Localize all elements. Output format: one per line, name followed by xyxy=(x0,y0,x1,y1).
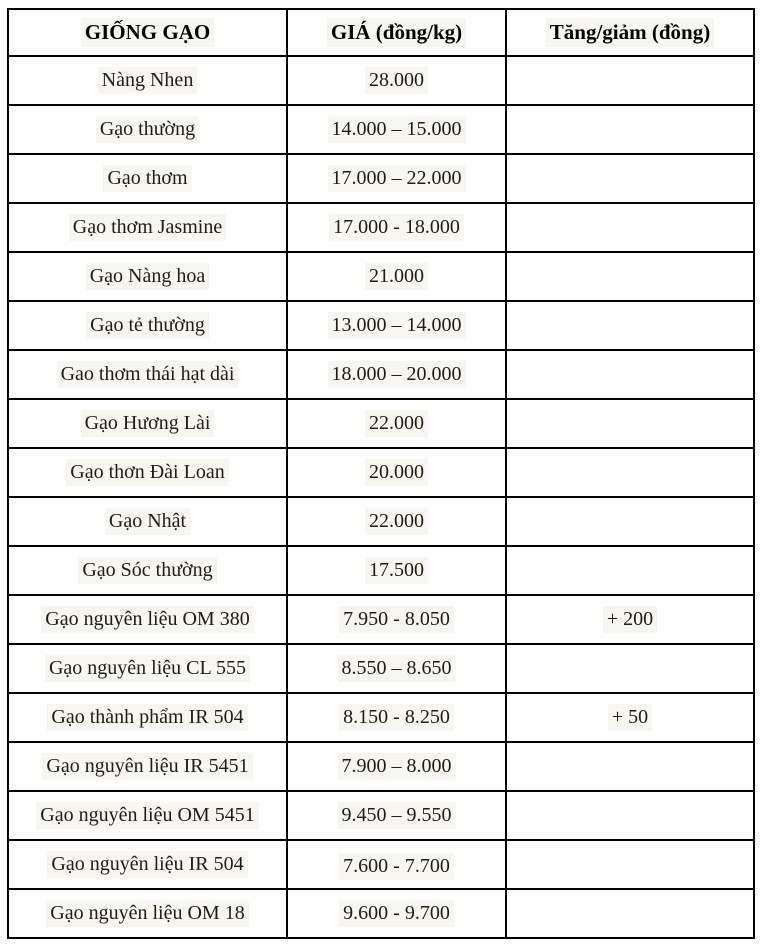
variety-label: Gạo nguyên liệu CL 555 xyxy=(45,655,250,682)
table-row xyxy=(8,595,754,644)
variety-cell xyxy=(8,693,287,742)
table-row xyxy=(8,546,754,595)
price-value: 17.000 – 22.000 xyxy=(328,165,466,192)
change-cell xyxy=(506,154,754,203)
price-value: 9.600 - 9.700 xyxy=(339,900,454,927)
price-cell xyxy=(287,595,506,644)
change-cell xyxy=(506,56,754,105)
price-value: 7.600 - 7.700 xyxy=(339,853,454,880)
rice-price-table xyxy=(7,8,755,939)
change-cell xyxy=(506,644,754,693)
table-row xyxy=(8,693,754,742)
variety-label: Gạo nguyên liệu IR 504 xyxy=(47,851,247,878)
price-cell xyxy=(287,203,506,252)
variety-cell xyxy=(8,840,287,889)
price-cell xyxy=(287,644,506,693)
price-cell xyxy=(287,350,506,399)
price-cell xyxy=(287,301,506,350)
price-value: 9.450 – 9.550 xyxy=(338,802,456,829)
variety-cell xyxy=(8,497,287,546)
variety-cell xyxy=(8,252,287,301)
price-cell xyxy=(287,840,506,889)
variety-label: Gạo Nhật xyxy=(105,508,190,535)
price-cell xyxy=(287,105,506,154)
variety-cell xyxy=(8,546,287,595)
price-cell xyxy=(287,154,506,203)
column-header-change-label: Tăng/giảm (đồng) xyxy=(546,18,714,46)
variety-cell xyxy=(8,301,287,350)
variety-cell xyxy=(8,56,287,105)
header-row xyxy=(8,9,754,56)
table-row xyxy=(8,448,754,497)
variety-label: Gạo nguyên liệu OM 18 xyxy=(46,900,248,927)
change-cell xyxy=(506,252,754,301)
variety-cell xyxy=(8,399,287,448)
change-value: + 50 xyxy=(608,704,652,731)
table-body xyxy=(8,56,754,938)
change-cell xyxy=(506,350,754,399)
price-value: 14.000 – 15.000 xyxy=(328,116,466,143)
price-cell xyxy=(287,791,506,840)
change-cell xyxy=(506,105,754,154)
table-row xyxy=(8,350,754,399)
variety-cell xyxy=(8,203,287,252)
table-row xyxy=(8,154,754,203)
table-row xyxy=(8,791,754,840)
price-value: 21.000 xyxy=(365,263,428,290)
variety-cell xyxy=(8,595,287,644)
price-value: 18.000 – 20.000 xyxy=(328,361,466,388)
change-value: + 200 xyxy=(603,606,657,633)
variety-label: Gạo thơm xyxy=(103,165,191,192)
price-cell xyxy=(287,56,506,105)
change-cell xyxy=(506,497,754,546)
variety-label: Gạo Sóc thường xyxy=(78,557,216,584)
price-value: 22.000 xyxy=(365,508,428,535)
price-value: 17.000 - 18.000 xyxy=(329,214,464,241)
variety-label: Gạo Nàng hoa xyxy=(86,263,210,290)
change-cell xyxy=(506,595,754,644)
variety-label: Gạo nguyên liệu IR 5451 xyxy=(42,753,252,780)
price-cell xyxy=(287,546,506,595)
change-cell xyxy=(506,203,754,252)
table-row xyxy=(8,105,754,154)
variety-label: Gạo tẻ thường xyxy=(86,312,209,339)
price-value: 28.000 xyxy=(365,67,428,94)
change-cell xyxy=(506,840,754,889)
table-row xyxy=(8,301,754,350)
price-cell xyxy=(287,399,506,448)
table-row xyxy=(8,840,754,889)
change-cell xyxy=(506,448,754,497)
variety-label: Gạo nguyên liệu OM 380 xyxy=(41,606,253,633)
column-header-change xyxy=(506,9,754,56)
variety-cell xyxy=(8,644,287,693)
variety-label: Nàng Nhen xyxy=(98,67,198,94)
change-cell xyxy=(506,301,754,350)
price-cell xyxy=(287,889,506,938)
variety-cell xyxy=(8,889,287,938)
change-cell xyxy=(506,791,754,840)
variety-label: Gạo thành phẩm IR 504 xyxy=(47,704,247,731)
table-row xyxy=(8,399,754,448)
price-cell xyxy=(287,742,506,791)
table-row xyxy=(8,497,754,546)
price-cell xyxy=(287,693,506,742)
table-row xyxy=(8,56,754,105)
variety-cell xyxy=(8,350,287,399)
variety-label: Gạo thơm Jasmine xyxy=(69,214,226,241)
table-row xyxy=(8,644,754,693)
change-cell xyxy=(506,742,754,791)
variety-cell xyxy=(8,742,287,791)
column-header-variety-label: GIỐNG GẠO xyxy=(81,18,214,46)
price-value: 8.150 - 8.250 xyxy=(339,704,454,731)
price-value: 20.000 xyxy=(365,459,428,486)
price-cell xyxy=(287,448,506,497)
price-cell xyxy=(287,497,506,546)
column-header-variety xyxy=(8,9,287,56)
column-header-price-label: GIÁ (đồng/kg) xyxy=(327,18,466,46)
price-cell xyxy=(287,252,506,301)
change-cell xyxy=(506,693,754,742)
price-value: 22.000 xyxy=(365,410,428,437)
price-value: 7.950 - 8.050 xyxy=(339,606,454,633)
change-cell xyxy=(506,546,754,595)
price-value: 13.000 – 14.000 xyxy=(328,312,466,339)
variety-label: Gạo thơn Đài Loan xyxy=(66,459,228,486)
table-row xyxy=(8,742,754,791)
variety-label: Gạo Hương Lài xyxy=(81,410,215,437)
variety-cell xyxy=(8,105,287,154)
change-cell xyxy=(506,399,754,448)
change-cell xyxy=(506,889,754,938)
table-row xyxy=(8,252,754,301)
price-value: 17.500 xyxy=(365,557,428,584)
column-header-price xyxy=(287,9,506,56)
variety-label: Gao thơm thái hạt dài xyxy=(57,361,239,388)
price-value: 7.900 – 8.000 xyxy=(338,753,456,780)
variety-label: Gạo nguyên liệu OM 5451 xyxy=(36,802,258,829)
table-row xyxy=(8,889,754,938)
variety-cell xyxy=(8,448,287,497)
price-value: 8.550 – 8.650 xyxy=(338,655,456,682)
variety-label: Gạo thường xyxy=(96,116,199,143)
variety-cell xyxy=(8,154,287,203)
table-row xyxy=(8,203,754,252)
variety-cell xyxy=(8,791,287,840)
table-header xyxy=(8,9,754,56)
